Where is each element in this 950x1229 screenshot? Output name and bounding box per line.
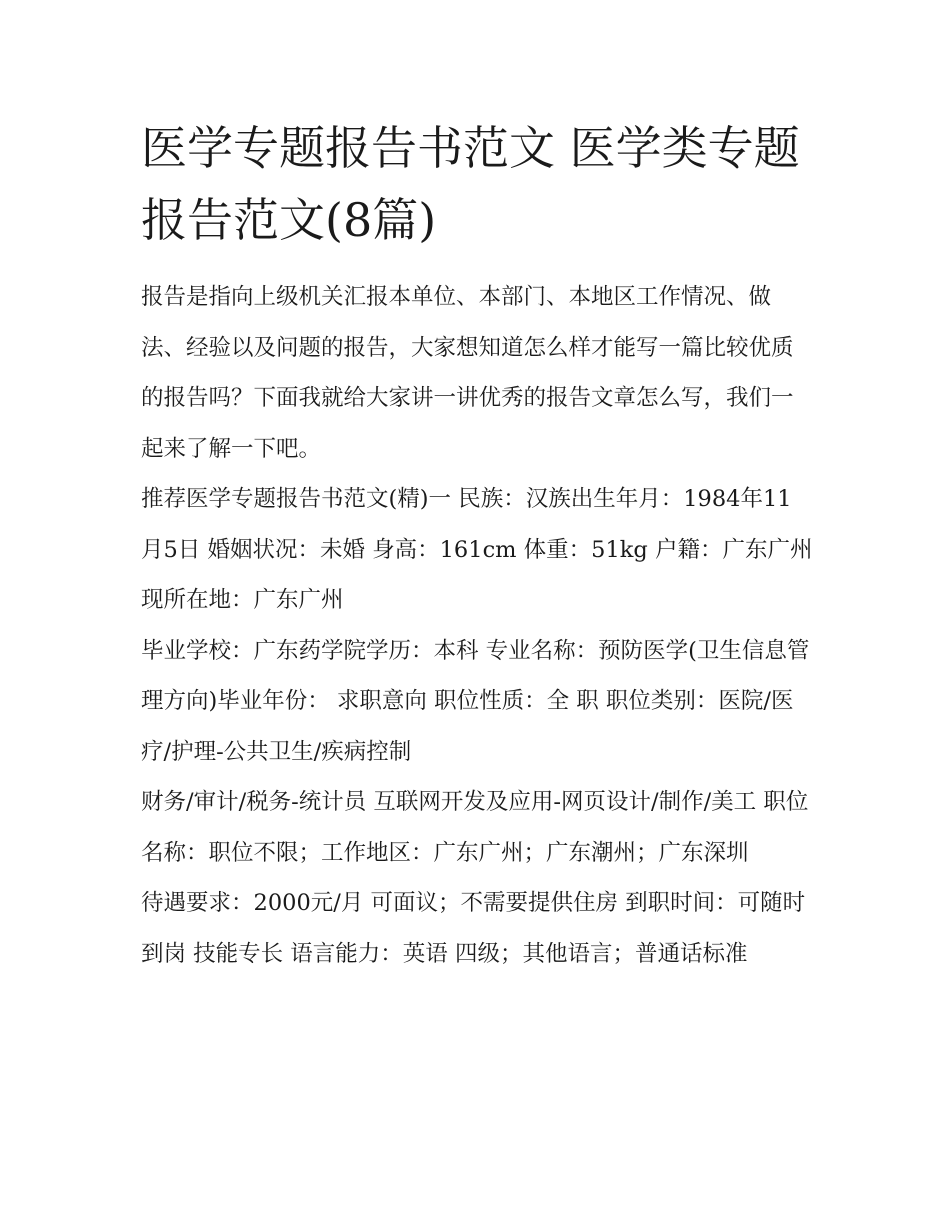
salary-skills-paragraph: 待遇要求：2000元/月 可面议；不需要提供住房 到职时间：可随时到岗 技能专长 语言能力：英语 四级；其他语言；普通话标准 [141,890,806,967]
job-category-paragraph: 财务/审计/税务-统计员 互联网开发及应用-网页设计/制作/美工 职位名称：职位不限；工作地区：广东广州；广东潮州；广东深圳 [141,789,809,866]
personal-info-paragraph: 推荐医学专题报告书范文(精)一 民族：汉族出生年月：1984年11月5日 婚姻状况：未婚 身高：161cm 体重：51kg 户籍：广东广州现所在地：广东广州 [141,486,813,613]
document-title: 医学专题报告书范文 医学类专题报告范文(8篇) [141,121,800,247]
intro-paragraph: 报告是指向上级机关汇报本单位、本部门、本地区工作情况、做法、经验以及问题的报告，大家想知道怎么样才能写一篇比较优质的报告吗？下面我就给大家讲一讲优秀的报告文章怎么写，我们一起来了解一下吧。 [141,284,794,462]
document-body [141,112,813,979]
education-paragraph: 毕业学校：广东药学院学历：本科 专业名称：预防医学(卫生信息管理方向)毕业年份： 求职意向 职位性质：全 职 职位类别：医院/医疗/护理-公共卫生/疾病控制 [141,637,810,765]
